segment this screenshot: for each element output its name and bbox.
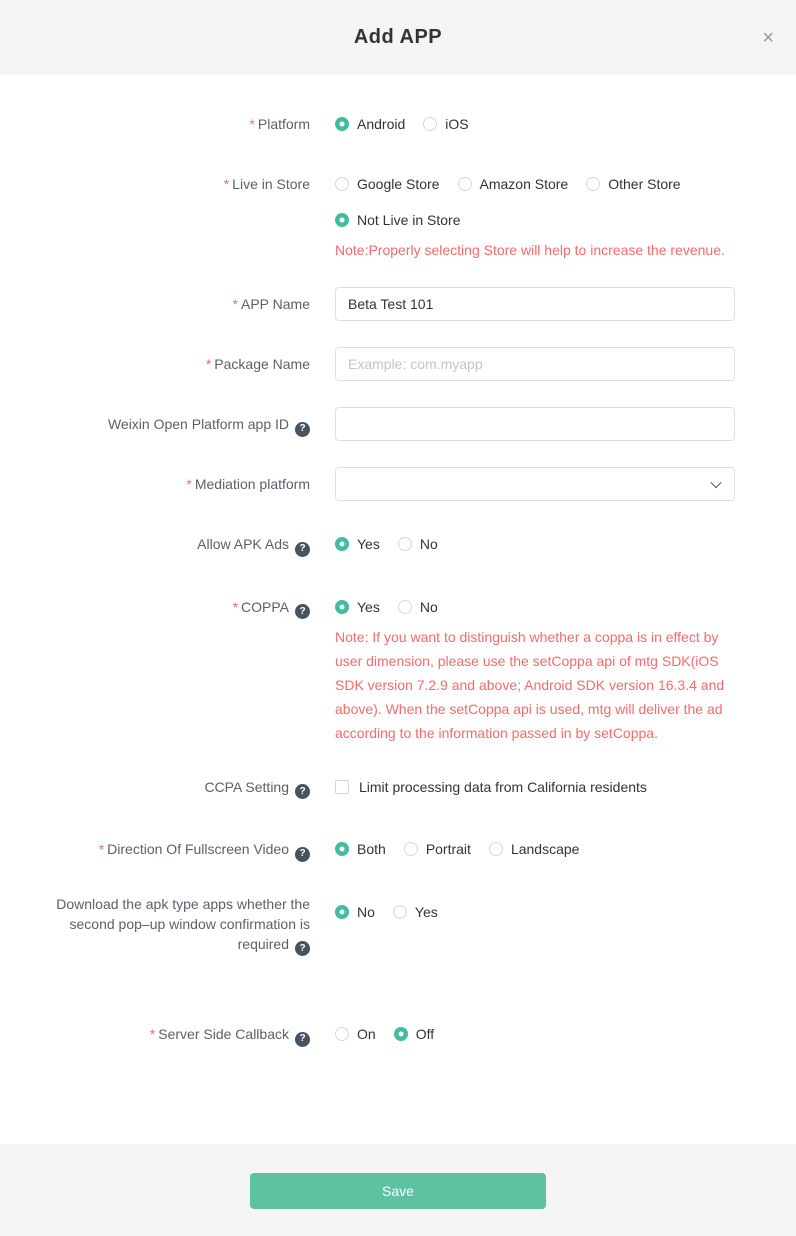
radio-checked-icon bbox=[335, 905, 349, 919]
help-icon[interactable]: ? bbox=[295, 784, 310, 799]
radio-apk-ads-yes[interactable]: Yes bbox=[335, 534, 380, 554]
coppa-controls bbox=[335, 597, 735, 745]
radio-checked-icon bbox=[335, 600, 349, 614]
form-row-server-side-callback bbox=[0, 1024, 796, 1047]
weixin-app-id-input[interactable] bbox=[335, 407, 735, 441]
form-row-package-name bbox=[0, 347, 796, 381]
form-row-live-in-store bbox=[0, 174, 796, 262]
apk-second-popup-radio-group bbox=[335, 894, 735, 922]
live-in-store-controls bbox=[335, 174, 735, 262]
required-asterisk: * bbox=[232, 296, 238, 312]
help-icon[interactable]: ? bbox=[295, 847, 310, 862]
package-name-label: * Package Name bbox=[205, 356, 310, 372]
form-row-fullscreen-direction bbox=[0, 839, 796, 862]
checkbox-unchecked-icon bbox=[335, 780, 349, 794]
radio-ios[interactable]: iOS bbox=[423, 114, 468, 134]
radio-unchecked-icon bbox=[423, 117, 437, 131]
page-title: Add APP bbox=[353, 26, 443, 48]
allow-apk-ads-radio-group bbox=[335, 534, 735, 554]
radio-unchecked-icon bbox=[393, 905, 407, 919]
form-row-coppa bbox=[0, 597, 796, 745]
help-icon[interactable]: ? bbox=[295, 604, 310, 619]
radio-google-store[interactable]: Google Store bbox=[335, 174, 440, 194]
required-asterisk: * bbox=[98, 841, 105, 857]
help-icon[interactable]: ? bbox=[295, 1032, 310, 1047]
radio-popup-yes[interactable]: Yes bbox=[393, 902, 438, 922]
mediation-platform-select[interactable] bbox=[335, 467, 735, 501]
weixin-app-id-label: Weixin Open Platform app ID ? bbox=[0, 407, 310, 437]
help-icon[interactable]: ? bbox=[295, 542, 310, 557]
store-radio-group-line2 bbox=[335, 210, 735, 230]
platform-label: * Platform bbox=[249, 116, 310, 132]
radio-unchecked-icon bbox=[398, 600, 412, 614]
radio-direction-portrait[interactable]: Portrait bbox=[404, 839, 471, 859]
radio-checked-icon bbox=[394, 1027, 408, 1041]
radio-other-store[interactable]: Other Store bbox=[586, 174, 680, 194]
radio-unchecked-icon bbox=[404, 842, 418, 856]
radio-unchecked-icon bbox=[335, 1027, 349, 1041]
radio-checked-icon bbox=[335, 117, 349, 131]
modal-footer bbox=[0, 1144, 796, 1236]
ccpa-label: CCPA Setting ? bbox=[0, 777, 310, 800]
radio-callback-on[interactable]: On bbox=[335, 1024, 376, 1044]
platform-radio-group bbox=[335, 114, 735, 134]
form-row-ccpa bbox=[0, 777, 796, 800]
radio-coppa-no[interactable]: No bbox=[398, 597, 438, 617]
coppa-label: * COPPA ? bbox=[0, 597, 310, 620]
radio-android[interactable]: Android bbox=[335, 114, 405, 134]
radio-unchecked-icon bbox=[489, 842, 503, 856]
radio-apk-ads-no[interactable]: No bbox=[398, 534, 438, 554]
radio-amazon-store[interactable]: Amazon Store bbox=[458, 174, 569, 194]
radio-callback-off[interactable]: Off bbox=[394, 1024, 434, 1044]
coppa-radio-group bbox=[335, 597, 735, 617]
close-icon[interactable]: × bbox=[762, 26, 774, 49]
app-name-label: * APP Name bbox=[232, 296, 310, 312]
fullscreen-direction-label: * Direction Of Fullscreen Video ? bbox=[0, 839, 310, 862]
save-button[interactable]: Save bbox=[250, 1173, 546, 1209]
radio-not-live-in-store[interactable]: Not Live in Store bbox=[335, 210, 461, 230]
radio-checked-icon bbox=[335, 842, 349, 856]
required-asterisk: * bbox=[232, 598, 239, 615]
server-side-callback-label: * Server Side Callback ? bbox=[0, 1024, 310, 1047]
radio-coppa-yes[interactable]: Yes bbox=[335, 597, 380, 617]
live-in-store-label: * Live in Store bbox=[223, 176, 310, 192]
radio-checked-icon bbox=[335, 537, 349, 551]
required-asterisk: * bbox=[249, 116, 255, 132]
help-icon[interactable]: ? bbox=[295, 422, 310, 437]
form-row-mediation-platform bbox=[0, 467, 796, 501]
radio-unchecked-icon bbox=[398, 537, 412, 551]
required-asterisk: * bbox=[186, 476, 192, 492]
package-name-input[interactable] bbox=[335, 347, 735, 381]
apk-second-popup-label: Download the apk type apps whether the second pop–up window confirmation is required ? bbox=[0, 894, 310, 957]
radio-unchecked-icon bbox=[335, 177, 349, 191]
radio-popup-no[interactable]: No bbox=[335, 902, 375, 922]
form-row-platform bbox=[0, 114, 796, 134]
form-row-apk-second-popup bbox=[0, 894, 796, 957]
coppa-note: Note: If you want to distinguish whether a coppa is in effect by user dimension, please use the setCoppa api of mtg SDK(iOS SDK version 7.2.9 and above; Android SDK version 16.3.4 and above). When the setCoppa api is used, mtg will deliver the ad according to the information passed in by setCoppa. bbox=[335, 628, 725, 741]
mediation-platform-label: * Mediation platform bbox=[186, 476, 310, 492]
fullscreen-direction-radio-group bbox=[335, 839, 735, 859]
required-asterisk: * bbox=[223, 176, 230, 192]
radio-unchecked-icon bbox=[458, 177, 472, 191]
store-radio-group bbox=[335, 174, 735, 194]
app-name-input[interactable] bbox=[335, 287, 735, 321]
ccpa-checkbox-item[interactable]: Limit processing data from California residents bbox=[335, 777, 647, 797]
radio-checked-icon bbox=[335, 213, 349, 227]
form-row-allow-apk-ads bbox=[0, 534, 796, 557]
help-icon[interactable]: ? bbox=[295, 941, 310, 956]
chevron-down-icon bbox=[710, 477, 721, 488]
form-row-app-name bbox=[0, 287, 796, 321]
radio-unchecked-icon bbox=[586, 177, 600, 191]
store-note: Note:Properly selecting Store will help to increase the revenue. bbox=[335, 242, 725, 258]
required-asterisk: * bbox=[205, 356, 212, 372]
form-row-weixin-app-id bbox=[0, 407, 796, 441]
required-asterisk: * bbox=[149, 1026, 156, 1042]
add-app-form bbox=[0, 75, 796, 1047]
allow-apk-ads-label: Allow APK Ads ? bbox=[0, 534, 310, 557]
modal-header bbox=[0, 0, 796, 75]
server-side-callback-radio-group bbox=[335, 1024, 735, 1044]
radio-direction-both[interactable]: Both bbox=[335, 839, 386, 859]
radio-direction-landscape[interactable]: Landscape bbox=[489, 839, 580, 859]
